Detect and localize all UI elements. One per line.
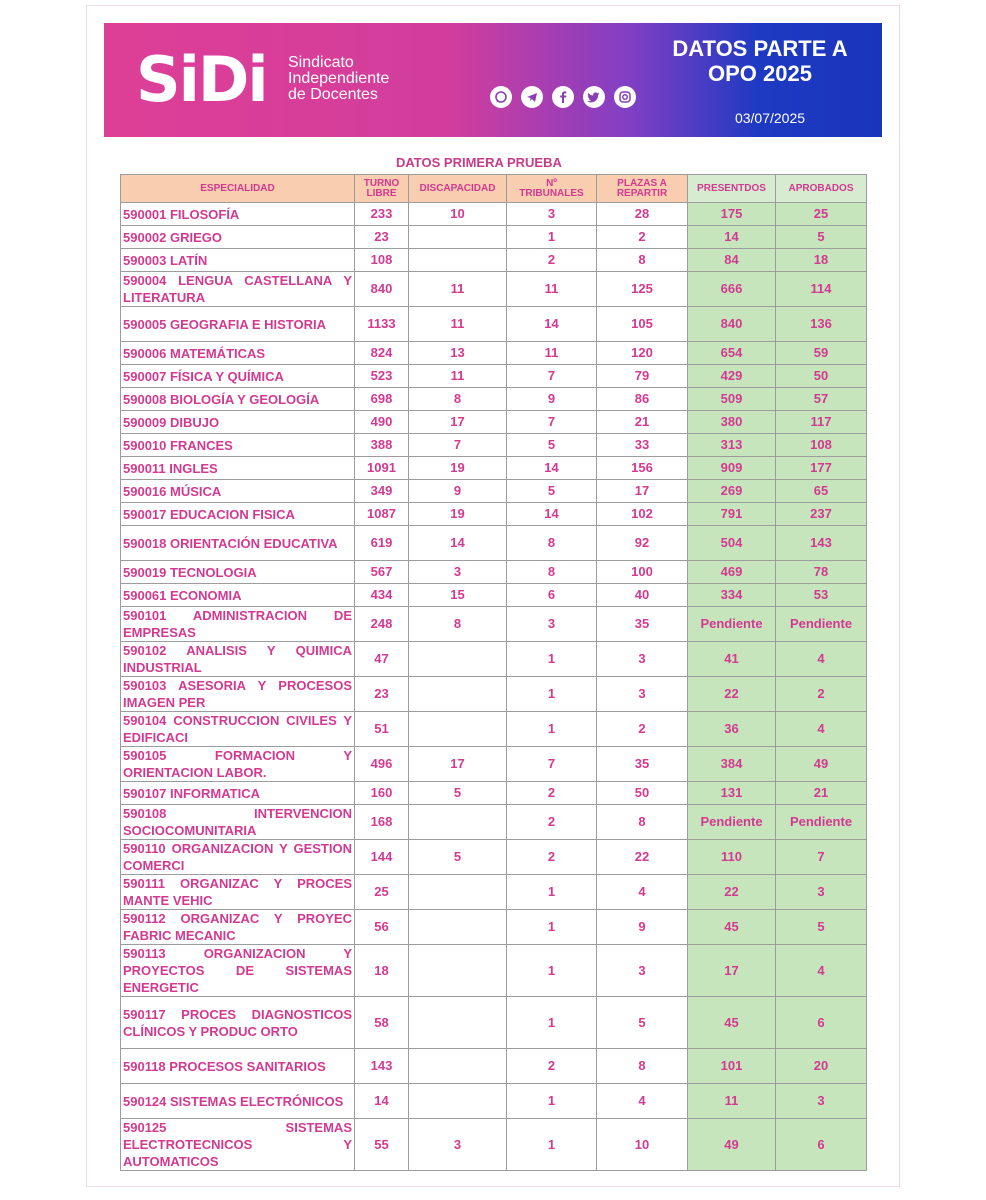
col-plazas-cell: 4 <box>597 1084 688 1119</box>
col-presentados-cell: 654 <box>688 342 776 365</box>
col-discapacidad-cell <box>409 945 507 997</box>
col-aprobados-cell: 78 <box>776 561 867 584</box>
col-tribunales-cell: 7 <box>507 411 597 434</box>
org-name-line: Independiente <box>288 70 390 87</box>
col-turno-libre-cell: 25 <box>355 875 409 910</box>
table-row <box>121 997 867 1049</box>
col-tribunales-cell: 3 <box>507 203 597 226</box>
col-plazas-header <box>597 175 688 203</box>
table-row <box>121 434 867 457</box>
whatsapp-icon[interactable] <box>490 86 512 108</box>
header-label-line: PLAZAS A <box>617 177 667 189</box>
col-discapacidad-cell: 11 <box>409 365 507 388</box>
col-plazas-cell: 22 <box>597 840 688 875</box>
col-turno-libre-cell: 18 <box>355 945 409 997</box>
col-especialidad-cell: 590016 MÚSICA <box>121 480 355 503</box>
col-plazas-cell: 17 <box>597 480 688 503</box>
col-presentados-cell: 504 <box>688 526 776 561</box>
col-aprobados-cell: 237 <box>776 503 867 526</box>
col-aprobados-cell: 4 <box>776 642 867 677</box>
col-discapacidad-cell: 17 <box>409 411 507 434</box>
col-plazas-cell: 33 <box>597 434 688 457</box>
header-label-line: ESPECIALIDAD <box>200 182 275 194</box>
col-tribunales-cell: 1 <box>507 997 597 1049</box>
col-plazas-cell: 21 <box>597 411 688 434</box>
banner-title <box>652 36 868 86</box>
col-plazas-cell: 2 <box>597 712 688 747</box>
col-presentados-cell: 791 <box>688 503 776 526</box>
results-table <box>120 174 867 1171</box>
col-turno-libre-cell: 496 <box>355 747 409 782</box>
social-icons <box>490 86 636 108</box>
col-especialidad-cell: 590124 SISTEMAS ELECTRÓNICOS <box>121 1084 355 1119</box>
col-especialidad-cell: 590118 PROCESOS SANITARIOS <box>121 1049 355 1084</box>
table-row <box>121 388 867 411</box>
col-presentados-cell: 175 <box>688 203 776 226</box>
col-especialidad-cell: 590002 GRIEGO <box>121 226 355 249</box>
col-presentados-cell: 84 <box>688 249 776 272</box>
col-plazas-cell: 35 <box>597 747 688 782</box>
col-presentados-cell: 469 <box>688 561 776 584</box>
col-discapacidad-cell: 3 <box>409 561 507 584</box>
table-body <box>121 203 867 1171</box>
col-discapacidad-cell: 5 <box>409 782 507 805</box>
col-turno-libre-cell: 388 <box>355 434 409 457</box>
col-tribunales-cell: 11 <box>507 272 597 307</box>
col-aprobados-cell: 2 <box>776 677 867 712</box>
col-especialidad-cell: 590005 GEOGRAFIA E HISTORIA <box>121 307 355 342</box>
col-tribunales-cell: 1 <box>507 945 597 997</box>
col-turno-libre-cell: 108 <box>355 249 409 272</box>
table-row <box>121 457 867 480</box>
header-label-line: DISCAPACIDAD <box>419 182 496 194</box>
table-row <box>121 910 867 945</box>
col-presentados-cell: 41 <box>688 642 776 677</box>
col-plazas-cell: 100 <box>597 561 688 584</box>
col-plazas-cell: 9 <box>597 910 688 945</box>
banner-date: 03/07/2025 <box>734 110 806 126</box>
col-turno-libre-cell: 233 <box>355 203 409 226</box>
col-plazas-cell: 5 <box>597 997 688 1049</box>
col-tribunales-header <box>507 175 597 203</box>
col-especialidad-cell: 590101 ADMINISTRACION DE EMPRESAS <box>121 607 355 642</box>
col-presentados-cell: Pendiente <box>688 607 776 642</box>
col-discapacidad-cell <box>409 677 507 712</box>
col-turno-libre-cell: 523 <box>355 365 409 388</box>
col-aprobados-header <box>776 175 867 203</box>
col-presentados-cell: 110 <box>688 840 776 875</box>
col-presentados-cell: 14 <box>688 226 776 249</box>
col-presentados-cell: 36 <box>688 712 776 747</box>
col-especialidad-cell: 590010 FRANCES <box>121 434 355 457</box>
col-plazas-cell: 40 <box>597 584 688 607</box>
col-aprobados-cell: 25 <box>776 203 867 226</box>
col-especialidad-cell: 590108 INTERVENCION SOCIOCOMUNITARIA <box>121 805 355 840</box>
col-discapacidad-cell <box>409 712 507 747</box>
table-row <box>121 840 867 875</box>
col-discapacidad-cell <box>409 249 507 272</box>
col-tribunales-cell: 7 <box>507 747 597 782</box>
col-presentados-cell: 101 <box>688 1049 776 1084</box>
col-tribunales-cell: 1 <box>507 642 597 677</box>
col-especialidad-cell: 590011 INGLES <box>121 457 355 480</box>
col-aprobados-cell: Pendiente <box>776 805 867 840</box>
table-row <box>121 365 867 388</box>
col-presentados-cell: 131 <box>688 782 776 805</box>
col-aprobados-cell: 143 <box>776 526 867 561</box>
col-discapacidad-cell <box>409 875 507 910</box>
col-tribunales-cell: 2 <box>507 1049 597 1084</box>
org-name <box>288 55 389 103</box>
col-discapacidad-cell <box>409 642 507 677</box>
col-turno-libre-cell: 619 <box>355 526 409 561</box>
col-aprobados-cell: 59 <box>776 342 867 365</box>
col-especialidad-cell: 590102 ANALISIS Y QUIMICA INDUSTRIAL <box>121 642 355 677</box>
col-plazas-cell: 50 <box>597 782 688 805</box>
table-row <box>121 607 867 642</box>
col-plazas-cell: 28 <box>597 203 688 226</box>
col-discapacidad-cell: 8 <box>409 607 507 642</box>
header-label-line: TRIBUNALES <box>519 187 584 199</box>
header-label-line: APROBADOS <box>788 182 854 194</box>
table-row <box>121 480 867 503</box>
table-row <box>121 226 867 249</box>
col-presentados-cell: Pendiente <box>688 805 776 840</box>
table-row <box>121 249 867 272</box>
header-label-line: PRESENTDOS <box>697 182 766 194</box>
col-tribunales-cell: 5 <box>507 480 597 503</box>
header-label-line: TURNO <box>363 177 400 189</box>
col-discapacidad-cell <box>409 226 507 249</box>
col-tribunales-cell: 14 <box>507 307 597 342</box>
col-aprobados-cell: 20 <box>776 1049 867 1084</box>
org-name-line: Sindicato <box>288 54 354 71</box>
col-aprobados-cell: 53 <box>776 584 867 607</box>
col-presentados-cell: 45 <box>688 910 776 945</box>
section-title: DATOS PRIMERA PRUEBA <box>396 155 562 170</box>
col-presentados-cell: 49 <box>688 1119 776 1171</box>
col-turno-libre-cell: 58 <box>355 997 409 1049</box>
col-presentados-cell: 11 <box>688 1084 776 1119</box>
col-tribunales-cell: 8 <box>507 526 597 561</box>
col-especialidad-cell: 590113 ORGANIZACION Y PROYECTOS DE SISTEMAS ENERGETIC <box>121 945 355 997</box>
table-row <box>121 945 867 997</box>
col-aprobados-cell: 6 <box>776 1119 867 1171</box>
col-tribunales-cell: 3 <box>507 607 597 642</box>
table-row <box>121 203 867 226</box>
col-turno-libre-cell: 698 <box>355 388 409 411</box>
col-discapacidad-cell: 19 <box>409 457 507 480</box>
col-tribunales-cell: 6 <box>507 584 597 607</box>
col-aprobados-cell: 6 <box>776 997 867 1049</box>
table-row <box>121 782 867 805</box>
col-discapacidad-cell <box>409 910 507 945</box>
col-turno-libre-cell: 23 <box>355 677 409 712</box>
col-discapacidad-cell: 7 <box>409 434 507 457</box>
col-aprobados-cell: 5 <box>776 226 867 249</box>
table-row <box>121 411 867 434</box>
col-aprobados-cell: 4 <box>776 945 867 997</box>
table-row <box>121 747 867 782</box>
table-row <box>121 805 867 840</box>
col-especialidad-cell: 590061 ECONOMIA <box>121 584 355 607</box>
col-discapacidad-cell <box>409 1084 507 1119</box>
col-plazas-cell: 8 <box>597 249 688 272</box>
col-tribunales-cell: 14 <box>507 503 597 526</box>
col-plazas-cell: 92 <box>597 526 688 561</box>
org-name-line: de Docentes <box>288 86 378 103</box>
col-presentados-cell: 429 <box>688 365 776 388</box>
col-tribunales-cell: 1 <box>507 712 597 747</box>
table-row <box>121 503 867 526</box>
col-especialidad-cell: 590008 BIOLOGÍA Y GEOLOGÍA <box>121 388 355 411</box>
col-plazas-cell: 79 <box>597 365 688 388</box>
col-turno-libre-cell: 168 <box>355 805 409 840</box>
col-plazas-cell: 156 <box>597 457 688 480</box>
col-turno-libre-cell: 56 <box>355 910 409 945</box>
header-label-line: REPARTIR <box>616 187 668 199</box>
col-plazas-cell: 86 <box>597 388 688 411</box>
col-presentados-cell: 840 <box>688 307 776 342</box>
col-presentados-cell: 313 <box>688 434 776 457</box>
col-tribunales-cell: 11 <box>507 342 597 365</box>
col-presentados-cell: 17 <box>688 945 776 997</box>
col-especialidad-cell: 590117 PROCES DIAGNOSTICOS CLÍNICOS Y PRODUC ORTO <box>121 997 355 1049</box>
col-tribunales-cell: 14 <box>507 457 597 480</box>
col-especialidad-cell: 590125 SISTEMAS ELECTROTECNICOS Y AUTOMATICOS <box>121 1119 355 1171</box>
col-plazas-cell: 102 <box>597 503 688 526</box>
table-row <box>121 561 867 584</box>
col-aprobados-cell: 21 <box>776 782 867 805</box>
col-especialidad-cell: 590104 CONSTRUCCION CIVILES Y EDIFICACI <box>121 712 355 747</box>
col-turno-libre-cell: 1133 <box>355 307 409 342</box>
table-row <box>121 677 867 712</box>
col-turno-libre-cell: 567 <box>355 561 409 584</box>
sidi-logo: SiDi <box>136 43 267 116</box>
col-presentados-cell: 380 <box>688 411 776 434</box>
col-discapacidad-cell: 17 <box>409 747 507 782</box>
col-turno-libre-cell: 1091 <box>355 457 409 480</box>
col-plazas-cell: 3 <box>597 642 688 677</box>
col-especialidad-cell: 590017 EDUCACION FISICA <box>121 503 355 526</box>
col-turno-libre-cell: 1087 <box>355 503 409 526</box>
col-turno-libre-cell: 434 <box>355 584 409 607</box>
header-banner <box>104 23 882 137</box>
col-discapacidad-cell: 15 <box>409 584 507 607</box>
col-aprobados-cell: 49 <box>776 747 867 782</box>
col-presentados-cell: 666 <box>688 272 776 307</box>
table-row <box>121 307 867 342</box>
col-aprobados-cell: 3 <box>776 875 867 910</box>
col-turno-libre-cell: 23 <box>355 226 409 249</box>
col-plazas-cell: 4 <box>597 875 688 910</box>
col-presentados-cell: 22 <box>688 875 776 910</box>
col-aprobados-cell: 18 <box>776 249 867 272</box>
col-tribunales-cell: 1 <box>507 226 597 249</box>
col-especialidad-cell: 590007 FÍSICA Y QUÍMICA <box>121 365 355 388</box>
col-plazas-cell: 2 <box>597 226 688 249</box>
header-label-line: LIBRE <box>366 187 397 199</box>
col-especialidad-cell: 590105 FORMACION Y ORIENTACION LABOR. <box>121 747 355 782</box>
col-discapacidad-cell: 19 <box>409 503 507 526</box>
col-especialidad-cell: 590018 ORIENTACIÓN EDUCATIVA <box>121 526 355 561</box>
table-header <box>121 175 867 203</box>
col-tribunales-cell: 2 <box>507 249 597 272</box>
col-especialidad-cell: 590001 FILOSOFÍA <box>121 203 355 226</box>
col-especialidad-cell: 590110 ORGANIZACION Y GESTION COMERCI <box>121 840 355 875</box>
col-presentados-cell: 45 <box>688 997 776 1049</box>
col-turno-libre-cell: 143 <box>355 1049 409 1084</box>
col-tribunales-cell: 8 <box>507 561 597 584</box>
table-row <box>121 875 867 910</box>
table-row <box>121 712 867 747</box>
col-tribunales-cell: 5 <box>507 434 597 457</box>
col-presentados-cell: 269 <box>688 480 776 503</box>
table-row <box>121 1049 867 1084</box>
col-plazas-cell: 120 <box>597 342 688 365</box>
col-especialidad-cell: 590112 ORGANIZAC Y PROYEC FABRIC MECANIC <box>121 910 355 945</box>
col-presentados-cell: 22 <box>688 677 776 712</box>
table-row <box>121 342 867 365</box>
col-turno-libre-cell: 349 <box>355 480 409 503</box>
col-turno-libre-cell: 14 <box>355 1084 409 1119</box>
col-turno-libre-cell: 490 <box>355 411 409 434</box>
col-plazas-cell: 10 <box>597 1119 688 1171</box>
col-discapacidad-cell: 11 <box>409 307 507 342</box>
facebook-icon[interactable] <box>552 86 574 108</box>
col-plazas-cell: 3 <box>597 677 688 712</box>
col-tribunales-cell: 1 <box>507 875 597 910</box>
col-tribunales-cell: 2 <box>507 805 597 840</box>
col-discapacidad-cell: 3 <box>409 1119 507 1171</box>
col-especialidad-cell: 590009 DIBUJO <box>121 411 355 434</box>
col-plazas-cell: 8 <box>597 1049 688 1084</box>
col-discapacidad-cell: 8 <box>409 388 507 411</box>
col-especialidad-cell: 590006 MATEMÁTICAS <box>121 342 355 365</box>
col-discapacidad-cell: 9 <box>409 480 507 503</box>
col-tribunales-cell: 2 <box>507 840 597 875</box>
col-aprobados-cell: 177 <box>776 457 867 480</box>
col-tribunales-cell: 7 <box>507 365 597 388</box>
col-aprobados-cell: 136 <box>776 307 867 342</box>
col-aprobados-cell: 117 <box>776 411 867 434</box>
table-row <box>121 272 867 307</box>
col-plazas-cell: 35 <box>597 607 688 642</box>
col-discapacidad-header <box>409 175 507 203</box>
col-turno-libre-cell: 824 <box>355 342 409 365</box>
col-plazas-cell: 125 <box>597 272 688 307</box>
col-aprobados-cell: 3 <box>776 1084 867 1119</box>
col-discapacidad-cell: 13 <box>409 342 507 365</box>
col-tribunales-cell: 1 <box>507 677 597 712</box>
col-tribunales-cell: 1 <box>507 1119 597 1171</box>
col-discapacidad-cell: 10 <box>409 203 507 226</box>
col-especialidad-cell: 590004 LENGUA CASTELLANA Y LITERATURA <box>121 272 355 307</box>
col-turno-libre-cell: 840 <box>355 272 409 307</box>
col-aprobados-cell: 65 <box>776 480 867 503</box>
col-aprobados-cell: 5 <box>776 910 867 945</box>
col-plazas-cell: 3 <box>597 945 688 997</box>
table-row <box>121 526 867 561</box>
col-plazas-cell: 105 <box>597 307 688 342</box>
table-row <box>121 1119 867 1171</box>
col-aprobados-cell: 7 <box>776 840 867 875</box>
col-tribunales-cell: 1 <box>507 910 597 945</box>
col-presentados-cell: 384 <box>688 747 776 782</box>
col-tribunales-cell: 2 <box>507 782 597 805</box>
instagram-icon[interactable] <box>614 86 636 108</box>
col-discapacidad-cell <box>409 997 507 1049</box>
col-discapacidad-cell <box>409 805 507 840</box>
col-presentados-header <box>688 175 776 203</box>
col-discapacidad-cell: 14 <box>409 526 507 561</box>
header-row <box>121 175 867 203</box>
col-aprobados-cell: 57 <box>776 388 867 411</box>
col-turno-libre-cell: 51 <box>355 712 409 747</box>
col-tribunales-cell: 1 <box>507 1084 597 1119</box>
col-turno-libre-cell: 144 <box>355 840 409 875</box>
col-discapacidad-cell: 5 <box>409 840 507 875</box>
col-aprobados-cell: 108 <box>776 434 867 457</box>
col-turno-libre-header <box>355 175 409 203</box>
col-especialidad-header <box>121 175 355 203</box>
col-presentados-cell: 509 <box>688 388 776 411</box>
col-aprobados-cell: Pendiente <box>776 607 867 642</box>
table-row <box>121 1084 867 1119</box>
col-presentados-cell: 909 <box>688 457 776 480</box>
col-discapacidad-cell: 11 <box>409 272 507 307</box>
col-discapacidad-cell <box>409 1049 507 1084</box>
col-turno-libre-cell: 47 <box>355 642 409 677</box>
col-turno-libre-cell: 160 <box>355 782 409 805</box>
col-turno-libre-cell: 248 <box>355 607 409 642</box>
col-presentados-cell: 334 <box>688 584 776 607</box>
col-especialidad-cell: 590019 TECNOLOGIA <box>121 561 355 584</box>
table-row <box>121 584 867 607</box>
col-turno-libre-cell: 55 <box>355 1119 409 1171</box>
col-plazas-cell: 8 <box>597 805 688 840</box>
col-aprobados-cell: 114 <box>776 272 867 307</box>
col-especialidad-cell: 590003 LATÍN <box>121 249 355 272</box>
table-row <box>121 642 867 677</box>
col-especialidad-cell: 590111 ORGANIZAC Y PROCES MANTE VEHIC <box>121 875 355 910</box>
banner-title-line: OPO 2025 <box>708 61 812 86</box>
col-especialidad-cell: 590107 INFORMATICA <box>121 782 355 805</box>
col-aprobados-cell: 4 <box>776 712 867 747</box>
col-especialidad-cell: 590103 ASESORIA Y PROCESOS IMAGEN PER <box>121 677 355 712</box>
telegram-icon[interactable] <box>521 86 543 108</box>
col-aprobados-cell: 50 <box>776 365 867 388</box>
header-label-line: Nº <box>546 177 557 189</box>
banner-title-line: DATOS PARTE A <box>672 36 848 61</box>
twitter-icon[interactable] <box>583 86 605 108</box>
col-tribunales-cell: 9 <box>507 388 597 411</box>
